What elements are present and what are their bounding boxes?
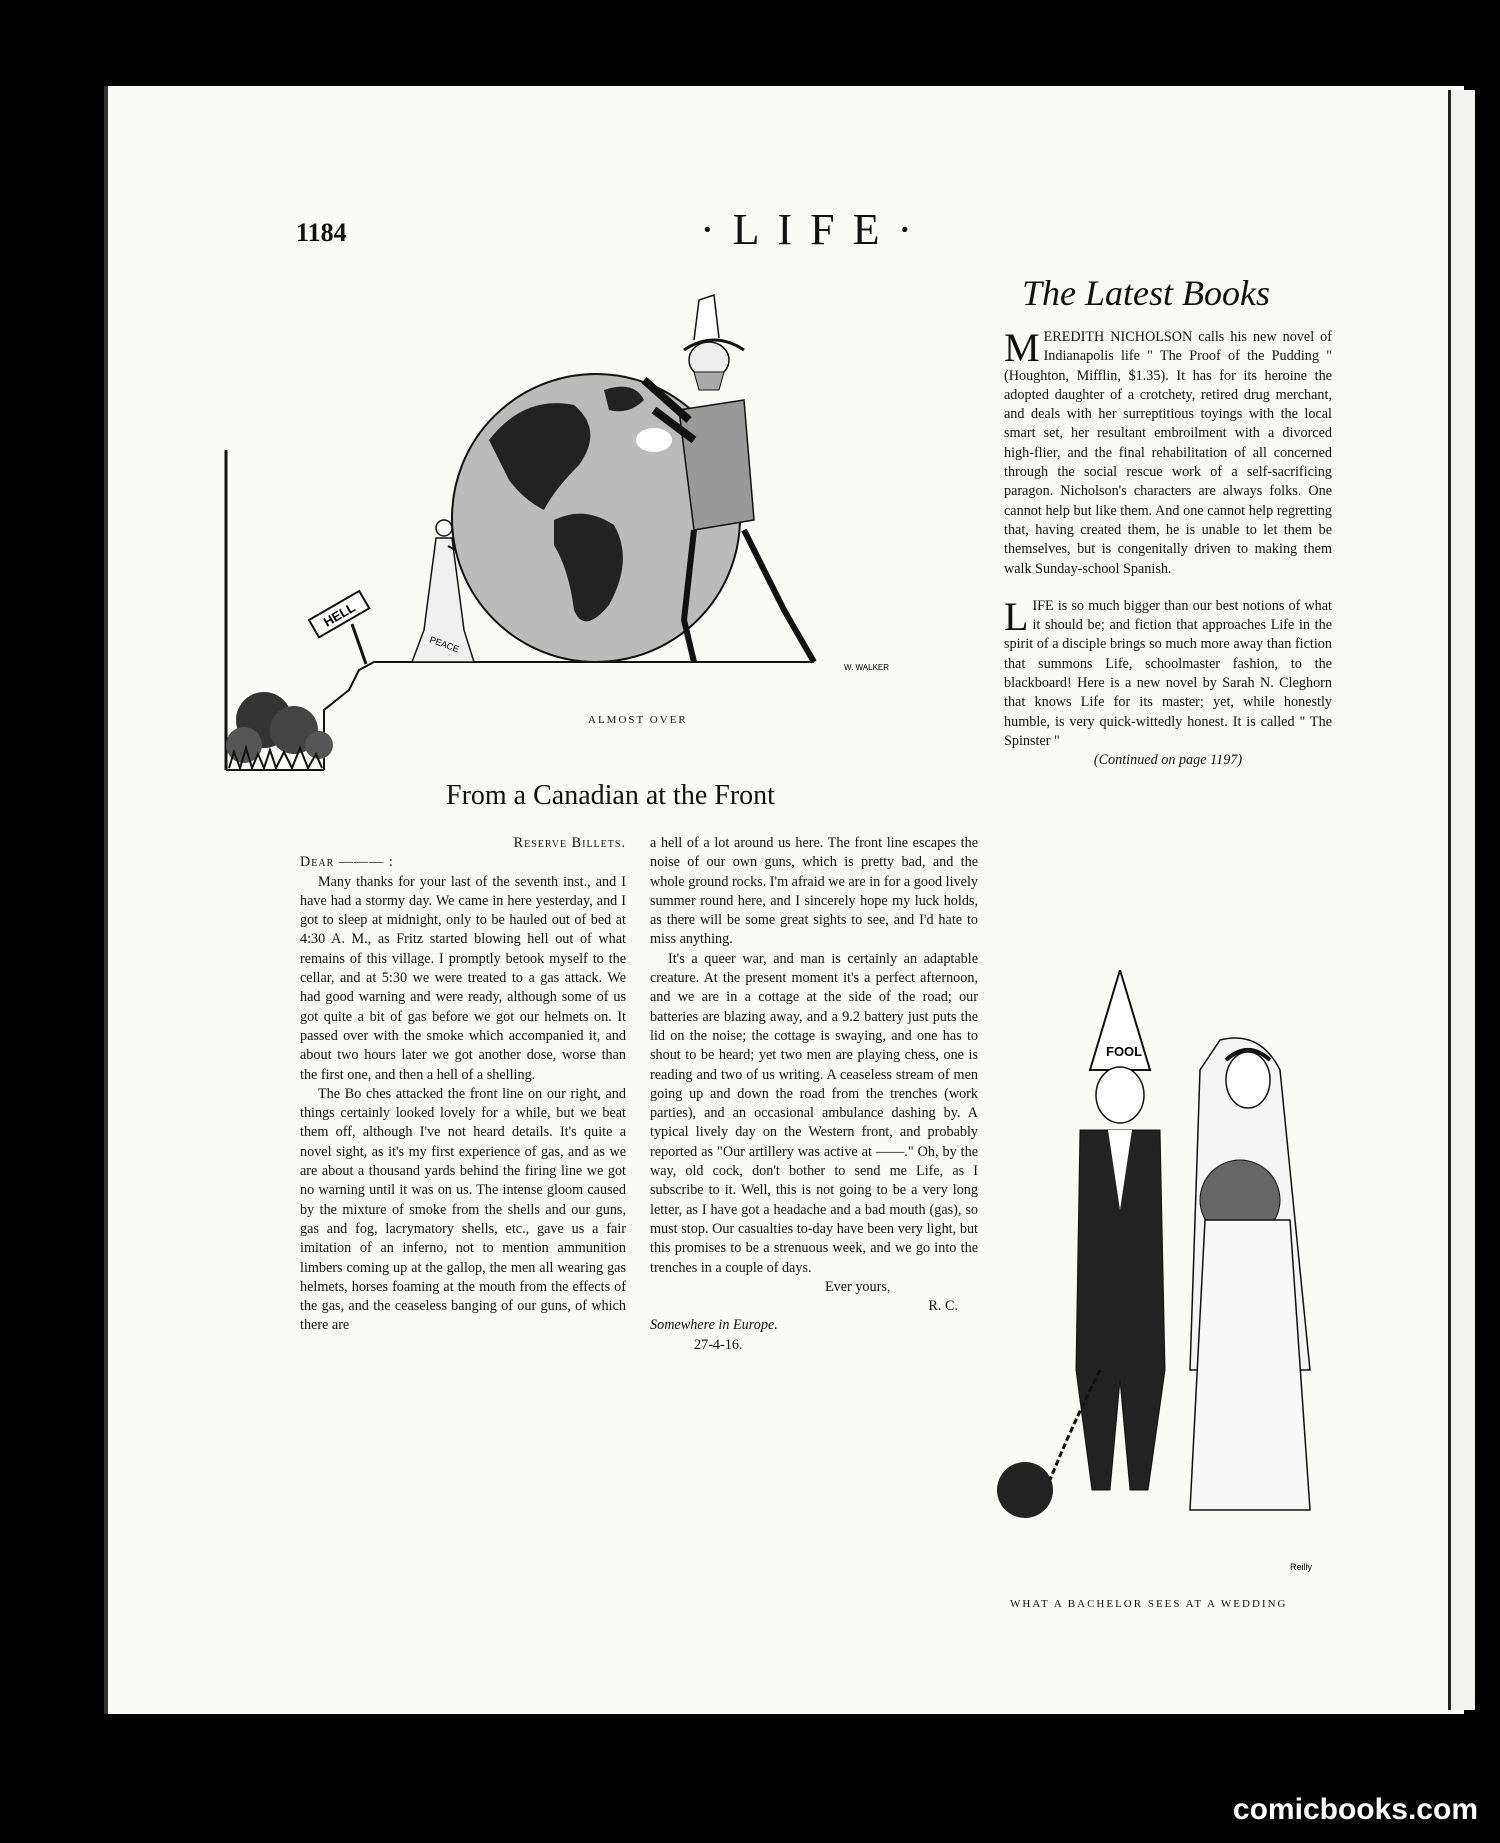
masthead: ·LIFE· [700, 205, 931, 254]
almost-over-cartoon [224, 290, 984, 780]
drop-cap: M [1004, 325, 1040, 370]
article-closing: Ever yours, [825, 1278, 891, 1295]
watermark: comicbooks.com [1232, 1793, 1478, 1826]
top-cartoon-caption: ALMOST OVER [588, 714, 688, 726]
bride-figure [1190, 1038, 1310, 1510]
article-paragraph: Many thanks for your last of the seventh inst., and I have had a stormy day. We came in here yesterday, and I got to sleep at midnight, only to be hauled out of bed at 4:30 A. M., as Fritz started blowing hell out of what remains of this village. I promptly betook myself to the cellar, and at 5:30 we were treated to a gas attack. We had good warning and were ready, although some of us got quite a bit of gas before we got our helmets on. It passed over with the smoke which accompanied it, and about two hours later we got another dose, worse than the first one, and then a hell of a shelling. [300, 873, 626, 1083]
books-paragraph: MEREDITH NICHOLSON calls his new novel of Indianapolis life " The Proof of the Pudding " (Houghton, Mifflin, $1.35). It has for its heroine the adopted daughter of a crotchety, retired drug merchant, and deals with her surreptitious toyings with the local smart set, her resultant embroilment with a divorced high-flier, and the final rehabilitation of all concerned through the social rescue work of a self-sacrificing paragon. Nicholson's characters are always folks. One cannot help but like them. And one cannot help regretting that, having created them, he is unable to let them be themselves, but is congenitally driven to making them walk Sunday-school Spanish. [1004, 325, 1332, 577]
article-signature: R. C. [928, 1298, 958, 1315]
wedding-cartoon [990, 970, 1330, 1590]
books-column [1004, 325, 1332, 771]
article-salutation: Dear ——— : [300, 854, 394, 871]
artist-signature: Reilly [1290, 1562, 1313, 1572]
artist-signature: W. WALKER [844, 663, 890, 672]
article-paragraph: It's a queer war, and man is certainly an adaptable creature. At the present moment it's a perfect afternoon, and we are in a cottage at the side of the road; our batteries are blazing away, and a 9.2 battery just puts the lid on the noise; the cottage is swaying, and one has to shout to be heard; yet two men are playing chess, one is reading and two of us writing. A ceaseless stream of men going up and down the road from the trenches (work parties), and an occasional ambulance dashing by. A typical lively day on the Western front, and probably reported as "Our artillery was active at ——." Oh, by the way, old cock, don't bother to send me Life, as I subscribe to it. Well, this is not going to be a very long letter, as I have got a headache and a bad mouth (gas), so must stop. Our casualties to-day have been very light, but this promises to be a strenuous week, and we go into the trenches in a couple of days. [650, 950, 978, 1276]
facing-page-edge [1448, 90, 1475, 1710]
article-paragraph: The Bo ches attacked the front line on our right, and things certainly looked lovely for a while, but we beat them off, although I've not heard details. It's quite a novel sight, as it's my first experience of gas, and as we are about a thousand yards behind the firing line we got no warning until it was on us. The intense gloom caused by the mixture of smoke from the shells and our guns, gas and fog, lacrymatory shells, etc., gave us a fair imitation of an inferno, not to mention ammunition limbers coming up at the gallop, the men all wearing gas helmets, horses foaming at the mouth from the effects of the gas, and the ceaseless banging of our guns, of which there are [300, 1085, 626, 1334]
page-number: 1184 [296, 218, 347, 247]
article-location: Reserve Billets. [513, 835, 626, 851]
books-section-title: The Latest Books [1022, 273, 1270, 313]
hell-sign [309, 591, 369, 637]
ball-and-chain [997, 1462, 1053, 1518]
continued-note: (Continued on page 1197) [1093, 752, 1243, 769]
page-border [104, 86, 108, 1714]
books-paragraph: LIFE is so much bigger than our best notions of what it should be; and fiction that approaches Life in the spirit of a disciple brings so much more away than fiction that summons Life, schoolmaster fashion, to the blackboard! Here is a new novel by Sarah N. Cleghorn that knows Life for its master; yet, while honestly humble, is very quick-wittedly honest. It is called " The Spinster " [1004, 593, 1332, 749]
bushes [226, 692, 333, 768]
article-date: 27-4-16. [694, 1336, 743, 1353]
drop-cap: L [1004, 593, 1029, 639]
article-column-2 [650, 834, 978, 1355]
article-column-1 [300, 834, 626, 1336]
bottom-cartoon-caption: WHAT A BACHELOR SEES AT A WEDDING [1010, 1598, 1288, 1610]
peace-text: PEACE [428, 634, 461, 655]
article-headline: From a Canadian at the Front [446, 780, 775, 811]
article-paragraph: a hell of a lot around us here. The front line escapes the noise of our own guns, which is pretty bad, and the whole ground rocks. I'm afraid we are in for a good lively summer round here, and I sincerely hope my luck holds, as there will be some great sights to see, and I'd hate to miss anything. [650, 835, 978, 948]
fool-hat-text: FOOL [1106, 1044, 1143, 1059]
hell-sign-text: HELL [320, 599, 358, 630]
groom-figure [1050, 970, 1165, 1490]
article-place: Somewhere in Europe. [650, 1317, 778, 1334]
